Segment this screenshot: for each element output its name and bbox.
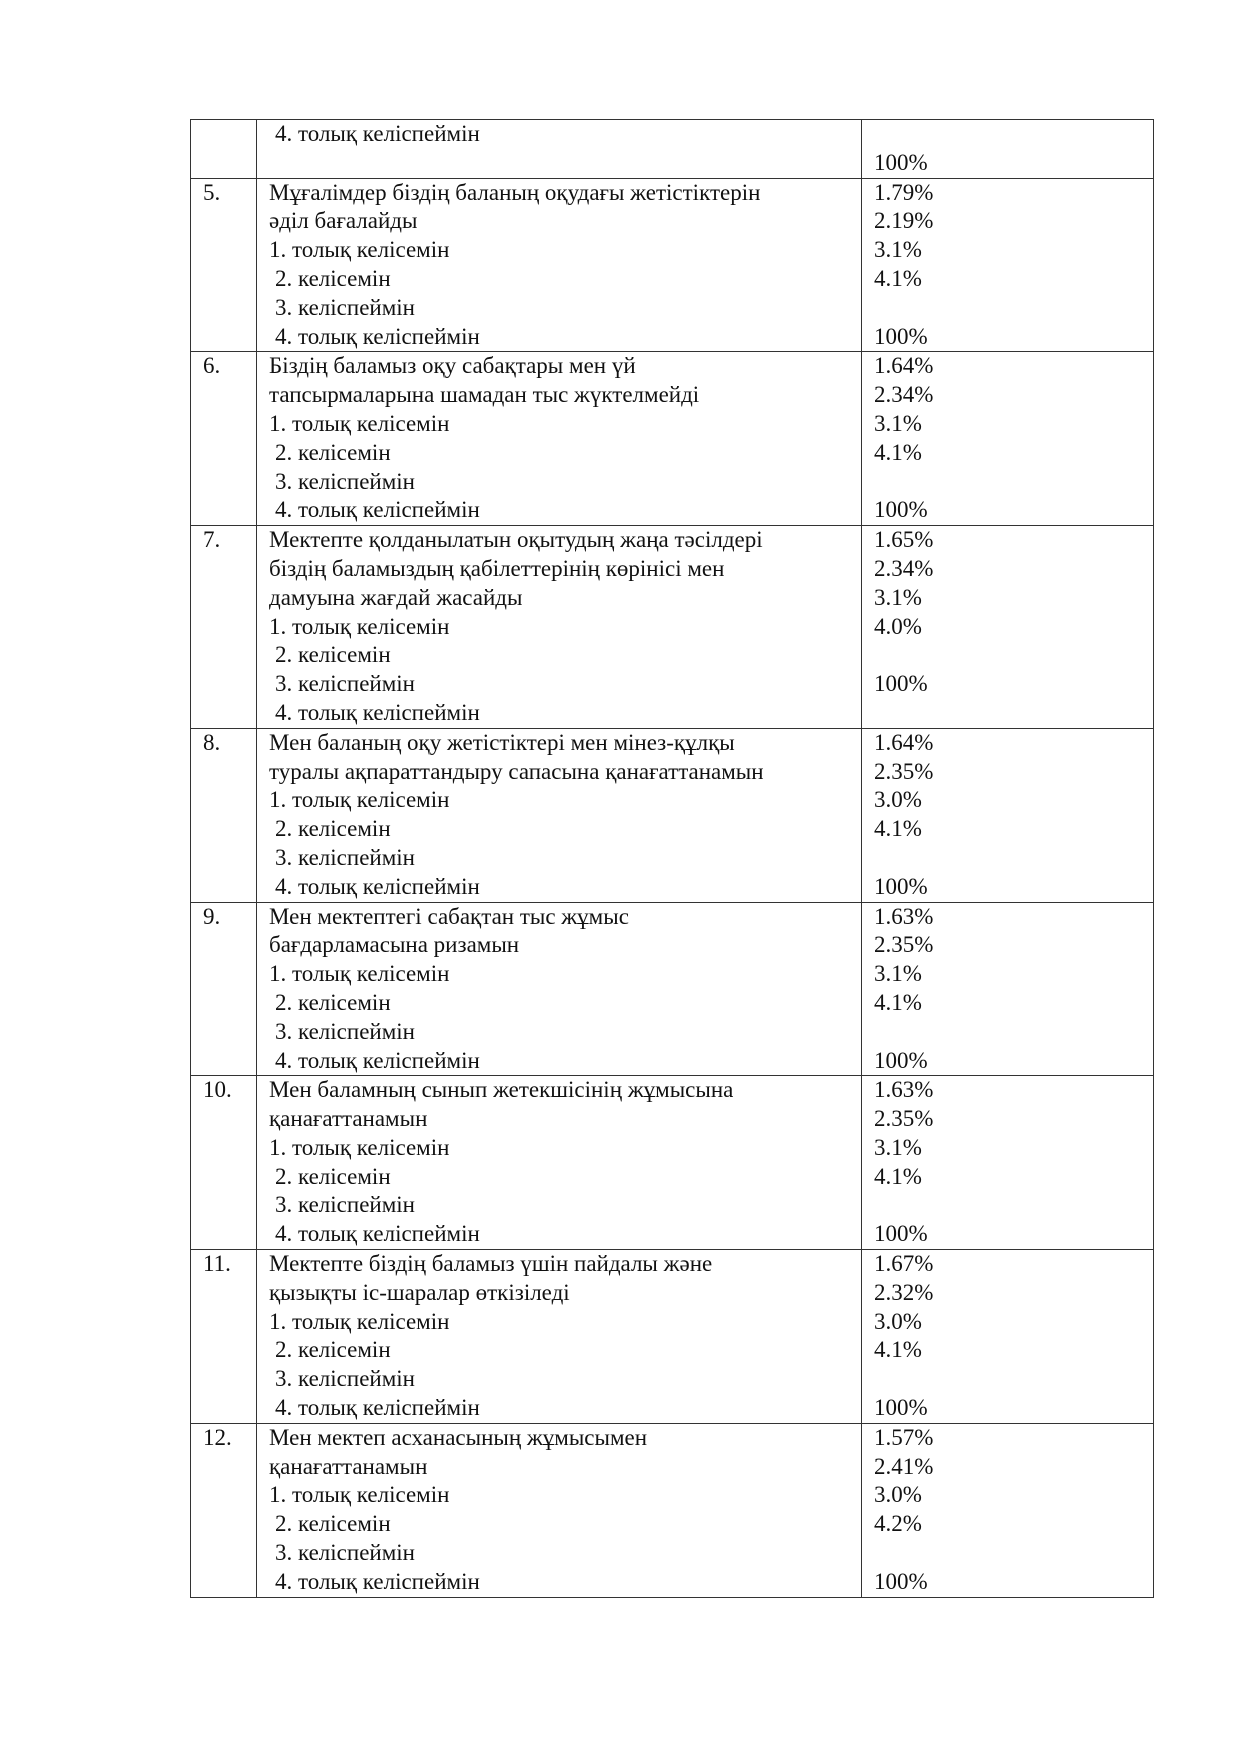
- percentage-value: 4.1%: [874, 989, 922, 1015]
- question-cell: [257, 1423, 862, 1597]
- answer-option: 1. толық келісемін: [269, 1308, 450, 1334]
- answer-option: 2. келісемін: [275, 1163, 391, 1189]
- table-row: [191, 1076, 1154, 1250]
- percentage-value: 100%: [874, 149, 928, 175]
- answer-option: 3. келіспеймін: [275, 844, 415, 870]
- answer-option: 1. толық келісемін: [269, 237, 450, 263]
- percentage-value: 2.35%: [874, 758, 934, 784]
- answer-option: 3. келіспеймін: [275, 1018, 415, 1044]
- table-row: [191, 120, 1154, 179]
- survey-results-table: [190, 119, 1154, 1598]
- answer-option: 2. келісемін: [275, 816, 391, 842]
- question-text-line: Мен мектеп асханасының жұмысымен: [269, 1424, 648, 1450]
- question-text-line: Мектепте біздің баламыз үшін пайдалы және: [269, 1251, 713, 1277]
- percentage-value: 3.1%: [874, 1134, 922, 1160]
- percentage-value: 3.1%: [874, 410, 922, 436]
- question-text-line: дамуына жағдай жасайды: [269, 584, 523, 610]
- percentage-value: 3.0%: [874, 1482, 922, 1508]
- question-number: [191, 902, 257, 1076]
- answer-option: 1. толық келісемін: [269, 1482, 450, 1508]
- percentage-value: 1.64%: [874, 729, 934, 755]
- percentage-value: 4.1%: [874, 265, 922, 291]
- percentage-cell: [862, 526, 1154, 729]
- percentage-value: 100%: [874, 671, 928, 697]
- question-cell: [257, 178, 862, 352]
- percentage-value: 100%: [874, 1221, 928, 1247]
- percentage-cell: [862, 1423, 1154, 1597]
- percentage-value: 2.34%: [874, 382, 934, 408]
- percentage-value: [874, 641, 1153, 670]
- question-number-text: 8.: [203, 729, 221, 755]
- percentage-value: 100%: [874, 1047, 928, 1073]
- percentage-cell: [862, 902, 1154, 1076]
- percentage-cell: [862, 352, 1154, 526]
- answer-option: 4. толық келіспеймін: [275, 497, 480, 523]
- table-row: [191, 1250, 1154, 1424]
- answer-option: 4. толық келіспеймін: [275, 1395, 480, 1421]
- question-text-line: Мен мектептегі сабақтан тыс жұмыс: [269, 903, 629, 929]
- percentage-value: [874, 1191, 1153, 1220]
- percentage-value: 4.2%: [874, 1511, 922, 1537]
- percentage-value: 100%: [874, 323, 928, 349]
- question-text-line: қанағаттанамын: [269, 1106, 428, 1132]
- percentage-value: 1.63%: [874, 1077, 934, 1103]
- answer-option: 1. толық келісемін: [269, 410, 450, 436]
- question-number-text: 7.: [203, 527, 221, 553]
- percentage-value: 2.35%: [874, 932, 934, 958]
- percentage-value: 1.79%: [874, 179, 934, 205]
- question-cell: [257, 1076, 862, 1250]
- answer-option: 1. толық келісемін: [269, 1134, 450, 1160]
- answer-option: 2. келісемін: [275, 1337, 391, 1363]
- percentage-value: 100%: [874, 497, 928, 523]
- question-cell: [257, 1250, 862, 1424]
- question-text-line: Мен баланың оқу жетістіктері мен мінез-құлқы: [269, 729, 735, 755]
- table-row: [191, 902, 1154, 1076]
- answer-option: 2. келісемін: [275, 1511, 391, 1537]
- question-number-text: [203, 120, 256, 149]
- percentage-value: 4.0%: [874, 613, 922, 639]
- answer-option: 4. толық келіспеймін: [275, 1221, 480, 1247]
- percentage-value: [874, 844, 1153, 873]
- table-row: [191, 352, 1154, 526]
- percentage-value: 1.63%: [874, 903, 934, 929]
- percentage-value: 2.41%: [874, 1453, 934, 1479]
- percentage-value: [874, 699, 1153, 728]
- percentage-value: 2.19%: [874, 208, 934, 234]
- answer-option: 4. толық келіспеймін: [275, 873, 480, 899]
- percentage-value: 3.1%: [874, 961, 922, 987]
- question-number-text: 11.: [203, 1251, 231, 1277]
- question-text-line: Мен баламның сынып жетекшісінің жұмысына: [269, 1077, 734, 1103]
- question-number-text: 5.: [203, 179, 221, 205]
- percentage-value: [874, 294, 1153, 323]
- percentage-value: 1.67%: [874, 1251, 934, 1277]
- percentage-value: [874, 468, 1153, 497]
- question-text-line: қызықты іс-шаралар өткізіледі: [269, 1279, 570, 1305]
- percentage-cell: [862, 120, 1154, 179]
- percentage-value: 2.32%: [874, 1279, 934, 1305]
- question-number: [191, 1076, 257, 1250]
- percentage-value: 1.65%: [874, 527, 934, 553]
- question-text-line: біздің баламыздың қабілеттерінің көрінісі мен: [269, 555, 725, 581]
- answer-option: 4. толық келіспеймін: [275, 1568, 480, 1594]
- answer-option: 3. келіспеймін: [275, 294, 415, 320]
- table-row: [191, 178, 1154, 352]
- table-row: [191, 728, 1154, 902]
- question-text-line: тапсырмаларына шамадан тыс жүктелмейді: [269, 382, 700, 408]
- question-text-line: Мектепте қолданылатын оқытудың жаңа тәсілдері: [269, 527, 763, 553]
- question-cell: [257, 526, 862, 729]
- answer-option: 3. келіспеймін: [275, 671, 415, 697]
- answer-option: 1. толық келісемін: [269, 961, 450, 987]
- answer-option: 2. келісемін: [275, 265, 391, 291]
- answer-option: 4. толық келіспеймін: [275, 699, 480, 725]
- question-text-line: туралы ақпараттандыру сапасына қанағаттанамын: [269, 758, 764, 784]
- question-number: [191, 1423, 257, 1597]
- percentage-value: 3.1%: [874, 584, 922, 610]
- percentage-value: 4.1%: [874, 816, 922, 842]
- question-number: [191, 526, 257, 729]
- question-cell: [257, 120, 862, 179]
- percentage-value: 2.35%: [874, 1106, 934, 1132]
- question-number: [191, 120, 257, 179]
- question-text-line: бағдарламасына ризамын: [269, 932, 520, 958]
- percentage-cell: [862, 728, 1154, 902]
- question-cell: [257, 728, 862, 902]
- answer-option: 4. толық келіспеймін: [275, 121, 480, 146]
- question-number: [191, 1250, 257, 1424]
- question-cell: [257, 352, 862, 526]
- percentage-value: 3.1%: [874, 237, 922, 263]
- answer-option: 2. келісемін: [275, 989, 391, 1015]
- percentage-value: [874, 1365, 1153, 1394]
- question-number: [191, 728, 257, 902]
- answer-option: 2. келісемін: [275, 439, 391, 465]
- percentage-value: 1.64%: [874, 353, 934, 379]
- answer-option: 4. толық келіспеймін: [275, 323, 480, 349]
- percentage-value: 4.1%: [874, 1163, 922, 1189]
- percentage-cell: [862, 1250, 1154, 1424]
- percentage-value: 100%: [874, 1395, 928, 1421]
- answer-option: 1. толық келісемін: [269, 787, 450, 813]
- percentage-value: 4.1%: [874, 1337, 922, 1363]
- answer-option: 3. келіспеймін: [275, 1540, 415, 1566]
- question-number: [191, 352, 257, 526]
- percentage-value: 2.34%: [874, 555, 934, 581]
- percentage-value: [874, 120, 1153, 149]
- answer-option: 3. келіспеймін: [275, 468, 415, 494]
- question-text-line: Мұғалімдер біздің баланың оқудағы жетістіктерін: [269, 179, 761, 205]
- question-text-line: әділ бағалайды: [269, 208, 418, 234]
- answer-option: 1. толық келісемін: [269, 613, 450, 639]
- table-body: [191, 120, 1154, 1598]
- answer-option: 4. толық келіспеймін: [275, 1047, 480, 1073]
- answer-option: [269, 149, 861, 178]
- question-number-text: 12.: [203, 1424, 232, 1450]
- percentage-cell: [862, 1076, 1154, 1250]
- percentage-cell: [862, 178, 1154, 352]
- question-text-line: Біздің баламыз оқу сабақтары мен үй: [269, 353, 636, 379]
- percentage-value: [874, 1539, 1153, 1568]
- percentage-value: 3.0%: [874, 1308, 922, 1334]
- question-number-text: 9.: [203, 903, 221, 929]
- question-text-line: қанағаттанамын: [269, 1453, 428, 1479]
- question-cell: [257, 902, 862, 1076]
- percentage-value: 100%: [874, 873, 928, 899]
- table-row: [191, 526, 1154, 729]
- percentage-value: 100%: [874, 1568, 928, 1594]
- table-row: [191, 1423, 1154, 1597]
- percentage-value: 3.0%: [874, 787, 922, 813]
- percentage-value: 1.57%: [874, 1424, 934, 1450]
- answer-option: 3. келіспеймін: [275, 1366, 415, 1392]
- answer-option: 3. келіспеймін: [275, 1192, 415, 1218]
- answer-option: 2. келісемін: [275, 642, 391, 668]
- percentage-value: [874, 1018, 1153, 1047]
- question-number-text: 10.: [203, 1077, 232, 1103]
- question-number: [191, 178, 257, 352]
- question-number-text: 6.: [203, 353, 221, 379]
- percentage-value: 4.1%: [874, 439, 922, 465]
